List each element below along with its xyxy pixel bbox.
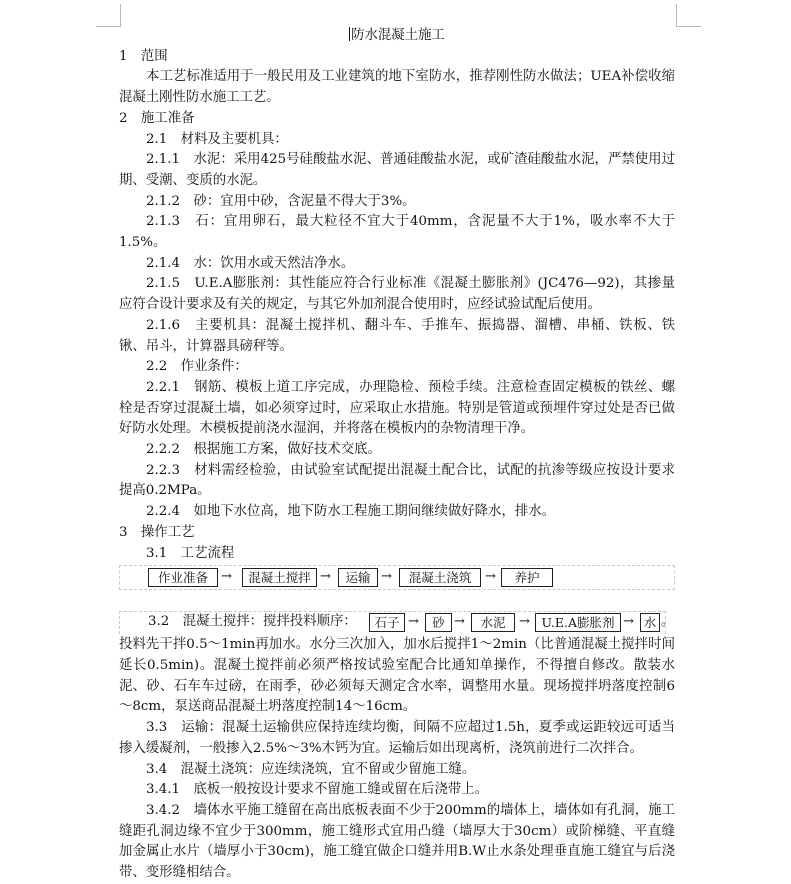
- flow-arrow-icon: →: [221, 569, 232, 585]
- section-2-heading: 2 施工准备: [119, 110, 195, 126]
- clause-2-1-6: 2.1.6 主要机具：混凝土搅拌机、翻斗车、手推车、振捣器、溜槽、串桶、铁板、铁锹、吊斗，计算器具磅秤等。: [119, 317, 675, 354]
- mixing-step-box: 石子: [369, 613, 405, 632]
- page-corner-mark-top-right: [676, 4, 701, 27]
- sentence-period: 。: [661, 614, 675, 630]
- clause-3-3: 3.3 运输：混凝土运输供应保持连续均衡，间隔不应超过1.5h，夏季或运距较远可适当掺入缓凝剂，一般掺入2.5%～3%木钙为宜。运输后如出现离析，浇筑前进行二次拌合。: [119, 720, 675, 756]
- flow-arrow-icon: →: [485, 569, 496, 585]
- clause-3-4-1: 3.4.1 底板一般按设计要求不留施工缝或留在后浇带上。: [146, 782, 489, 798]
- clause-2-2-2: 2.2.2 根据施工方案，做好技术交底。: [146, 442, 381, 458]
- clause-3-1: 3.1 工艺流程: [146, 545, 235, 561]
- section-1-heading: 1 范围: [119, 48, 168, 64]
- flow-arrow-icon: →: [381, 569, 392, 585]
- clause-2-2-1: 2.2.1 钢筋、模板上道工序完成，办理隐检、预检手续。注意检查固定模板的铁丝、螺栓是否穿过混凝土墙，如必须穿过时，应采取止水措施。特别是管道或预埋件穿过处是否已做好防水处理。木模板提前浇水湿润，并将落在模板内的杂物清理干净。: [119, 379, 675, 437]
- clause-2-1: 2.1 材料及主要机具：: [146, 131, 288, 147]
- clause-3-4: 3.4 混凝土浇筑：应连续浇筑，宜不留或少留施工缝。: [146, 761, 476, 777]
- clause-3-4-2: 3.4.2 墙体水平施工缝留在高出底板表面不少于200mm的墙体上，墙体如有孔洞，施工缝距孔洞边缘不宜少于300mm，施工缝形式宜用凸缝（墙厚大于30cm）或阶梯缝、平直缝加金属止水片（墙厚小于30cm)，施工缝宜做企口缝并用B.W止水条处理垂直施工缝宜与后浇带、变形缝相结合。: [119, 802, 675, 881]
- flow-arrow-icon: →: [454, 614, 465, 630]
- flow-arrow-icon: →: [408, 614, 419, 630]
- section-1-paragraph: 本工艺标准适用于一般民用及工业建筑的地下室防水，推荐刚性防水做法；UEA补偿收缩混凝土刚性防水施工工艺。: [119, 69, 675, 106]
- flow-step-box: 养护: [501, 568, 553, 587]
- mixing-step-box: 砂: [425, 613, 452, 632]
- flow-arrow-icon: →: [320, 569, 331, 585]
- flow-step-box: 混凝土搅拌: [242, 568, 317, 587]
- clause-3-2-continuation: 投料先干拌0.5～1min再加水。水分三次加入，加水后搅拌1～2min（比普通混凝土搅拌时间延长0.5min)。混凝土搅拌前必须严格按试验室配合比通知单操作，不得擅自修改。散装水泥、砂、石车车过磅，在雨季，砂必须每天测定含水率，调整用水量。现场搅拌坍落度控制6～8cm，泵送商品混凝土坍落度控制14～16cm。: [119, 637, 675, 715]
- blank-line: [119, 592, 675, 611]
- flow-arrow-icon: →: [519, 614, 530, 630]
- clause-2-1-4: 2.1.4 水：饮用水或天然洁净水。: [146, 255, 355, 271]
- flow-step-box: 混凝土浇筑: [399, 568, 481, 587]
- document-body[interactable]: [119, 26, 675, 884]
- mixing-order-line: [119, 611, 675, 635]
- page-corner-mark-top-left: [96, 4, 121, 27]
- mixing-step-box: 水泥: [471, 613, 515, 632]
- document-title-text: 防水混凝土施工: [351, 28, 445, 43]
- clause-2-2: 2.2 作业条件：: [146, 359, 248, 375]
- mixing-step-box: 水: [640, 613, 660, 632]
- flow-step-box: 作业准备: [148, 568, 218, 587]
- process-flowchart: [119, 565, 675, 590]
- flow-arrow-icon: →: [623, 614, 634, 630]
- clause-2-1-5: 2.1.5 U.E.A膨胀剂：其性能应符合行业标准《混凝土膨胀剂》(JC476—92)，其掺量应符合设计要求及有关的规定，与其它外加剂混合使用时，应经试验试配后使用。: [119, 276, 675, 313]
- mixing-step-box: U.E.A膨胀剂: [535, 613, 621, 632]
- clause-3-2-lead: 3.2 混凝土搅拌：搅拌投料顺序：: [148, 614, 357, 630]
- clause-2-2-3: 2.2.3 材料需经检验，由试验室试配提出混凝土配合比，试配的抗渗等级应按设计要求提高0.2MPa。: [119, 462, 675, 499]
- section-3-heading: 3 操作工艺: [119, 524, 195, 540]
- text-cursor: [349, 27, 350, 41]
- clause-2-1-2: 2.1.2 砂：宜用中砂，含泥量不得大于3%。: [146, 193, 416, 209]
- clause-2-2-4: 2.2.4 如地下水位高，地下防水工程施工期间继续做好降水，排水。: [146, 504, 556, 520]
- clause-2-1-1: 2.1.1 水泥：采用425号硅酸盐水泥、普通硅酸盐水泥，或矿渣硅酸盐水泥，严禁使用过期、受潮、变质的水泥。: [119, 152, 675, 188]
- flow-step-box: 运输: [338, 568, 378, 587]
- clause-2-1-3: 2.1.3 石：宜用卵石，最大粒径不宜大于40mm，含泥量不大于1%，吸水率不大于1.5%。: [119, 214, 675, 251]
- document-title[interactable]: [119, 26, 675, 47]
